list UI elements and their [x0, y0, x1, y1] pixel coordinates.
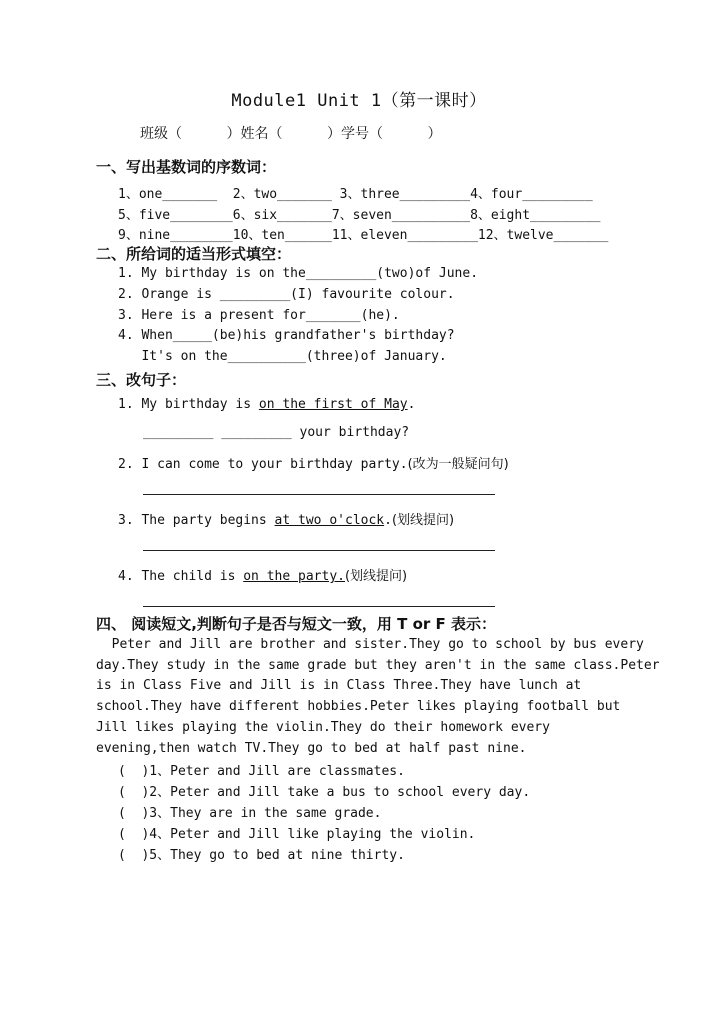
- rewrite-q2: 2. I can come to your birthday party.(改为一般疑问句): [118, 457, 509, 472]
- passage-line: is in Class Five and Jill is in Class Three.They have lunch at: [96, 678, 582, 694]
- section3-heading: 三、改句子：: [96, 371, 187, 389]
- fill-item-3: 3. Here is a present for_______(he).: [118, 308, 400, 323]
- tf-statement-5: ( )5、They go to bed at nine thirty.: [118, 848, 405, 863]
- rewrite-q3: 3. The party begins at two o'clock.(划线提问): [118, 513, 455, 528]
- tf-statement-4: ( )4、Peter and Jill like playing the violin.: [118, 827, 476, 842]
- rewrite-q1: 1. My birthday is on the first of May.: [118, 397, 416, 412]
- passage-line: school.They have different hobbies.Peter likes playing football but: [96, 699, 621, 715]
- student-info-line: 班级（ ）姓名（ ）学号（ ）: [140, 126, 442, 142]
- section1-heading: 一、写出基数词的序数词：: [96, 158, 277, 176]
- page-title: Module1 Unit 1（第一课时）: [231, 91, 487, 111]
- fill-item-4-answer: It's on the__________(three)of January.: [118, 349, 447, 364]
- ordinal-row-3: 9、nine________10、ten______11、eleven_________12、twelve_______: [118, 228, 609, 243]
- tf-statement-1: ( )1、Peter and Jill are classmates.: [118, 764, 405, 779]
- ordinal-row-2: 5、five________6、six_______7、seven__________8、eight_________: [118, 208, 601, 223]
- tf-statement-3: ( )3、They are in the same grade.: [118, 806, 382, 821]
- passage-line: Jill likes playing the violin.They do their homework every: [96, 719, 550, 735]
- fill-item-4: 4. When_____(be)his grandfather's birthday?: [118, 328, 455, 343]
- ordinal-row-1: 1、one_______ 2、two_______ 3、three_________4、four_________: [118, 187, 593, 202]
- answer-line: [143, 606, 495, 607]
- passage-line: day.They study in the same grade but they aren't in the same class.Peter: [96, 657, 660, 673]
- reading-passage: [96, 635, 660, 759]
- section4-heading: 四、 阅读短文,判断句子是否与短文一致，用 T or F 表示：: [96, 615, 496, 633]
- tf-statement-2: ( )2、Peter and Jill take a bus to school every day.: [118, 785, 531, 800]
- passage-line: evening,then watch TV.They go to bed at half past nine.: [96, 740, 527, 756]
- fill-item-1: 1. My birthday is on the_________(two)of June.: [118, 266, 479, 281]
- rewrite-q4: 4. The child is on the party.(划线提问): [118, 569, 408, 584]
- passage-line: Peter and Jill are brother and sister.They go to school by bus every: [96, 637, 644, 652]
- fill-item-2: 2. Orange is _________(I) favourite colour.: [118, 287, 455, 302]
- section2-heading: 二、所给词的适当形式填空：: [96, 245, 292, 263]
- answer-line: [143, 550, 495, 551]
- answer-line: [143, 494, 495, 495]
- rewrite-q1-answer: _________ _________ your birthday?: [143, 425, 410, 440]
